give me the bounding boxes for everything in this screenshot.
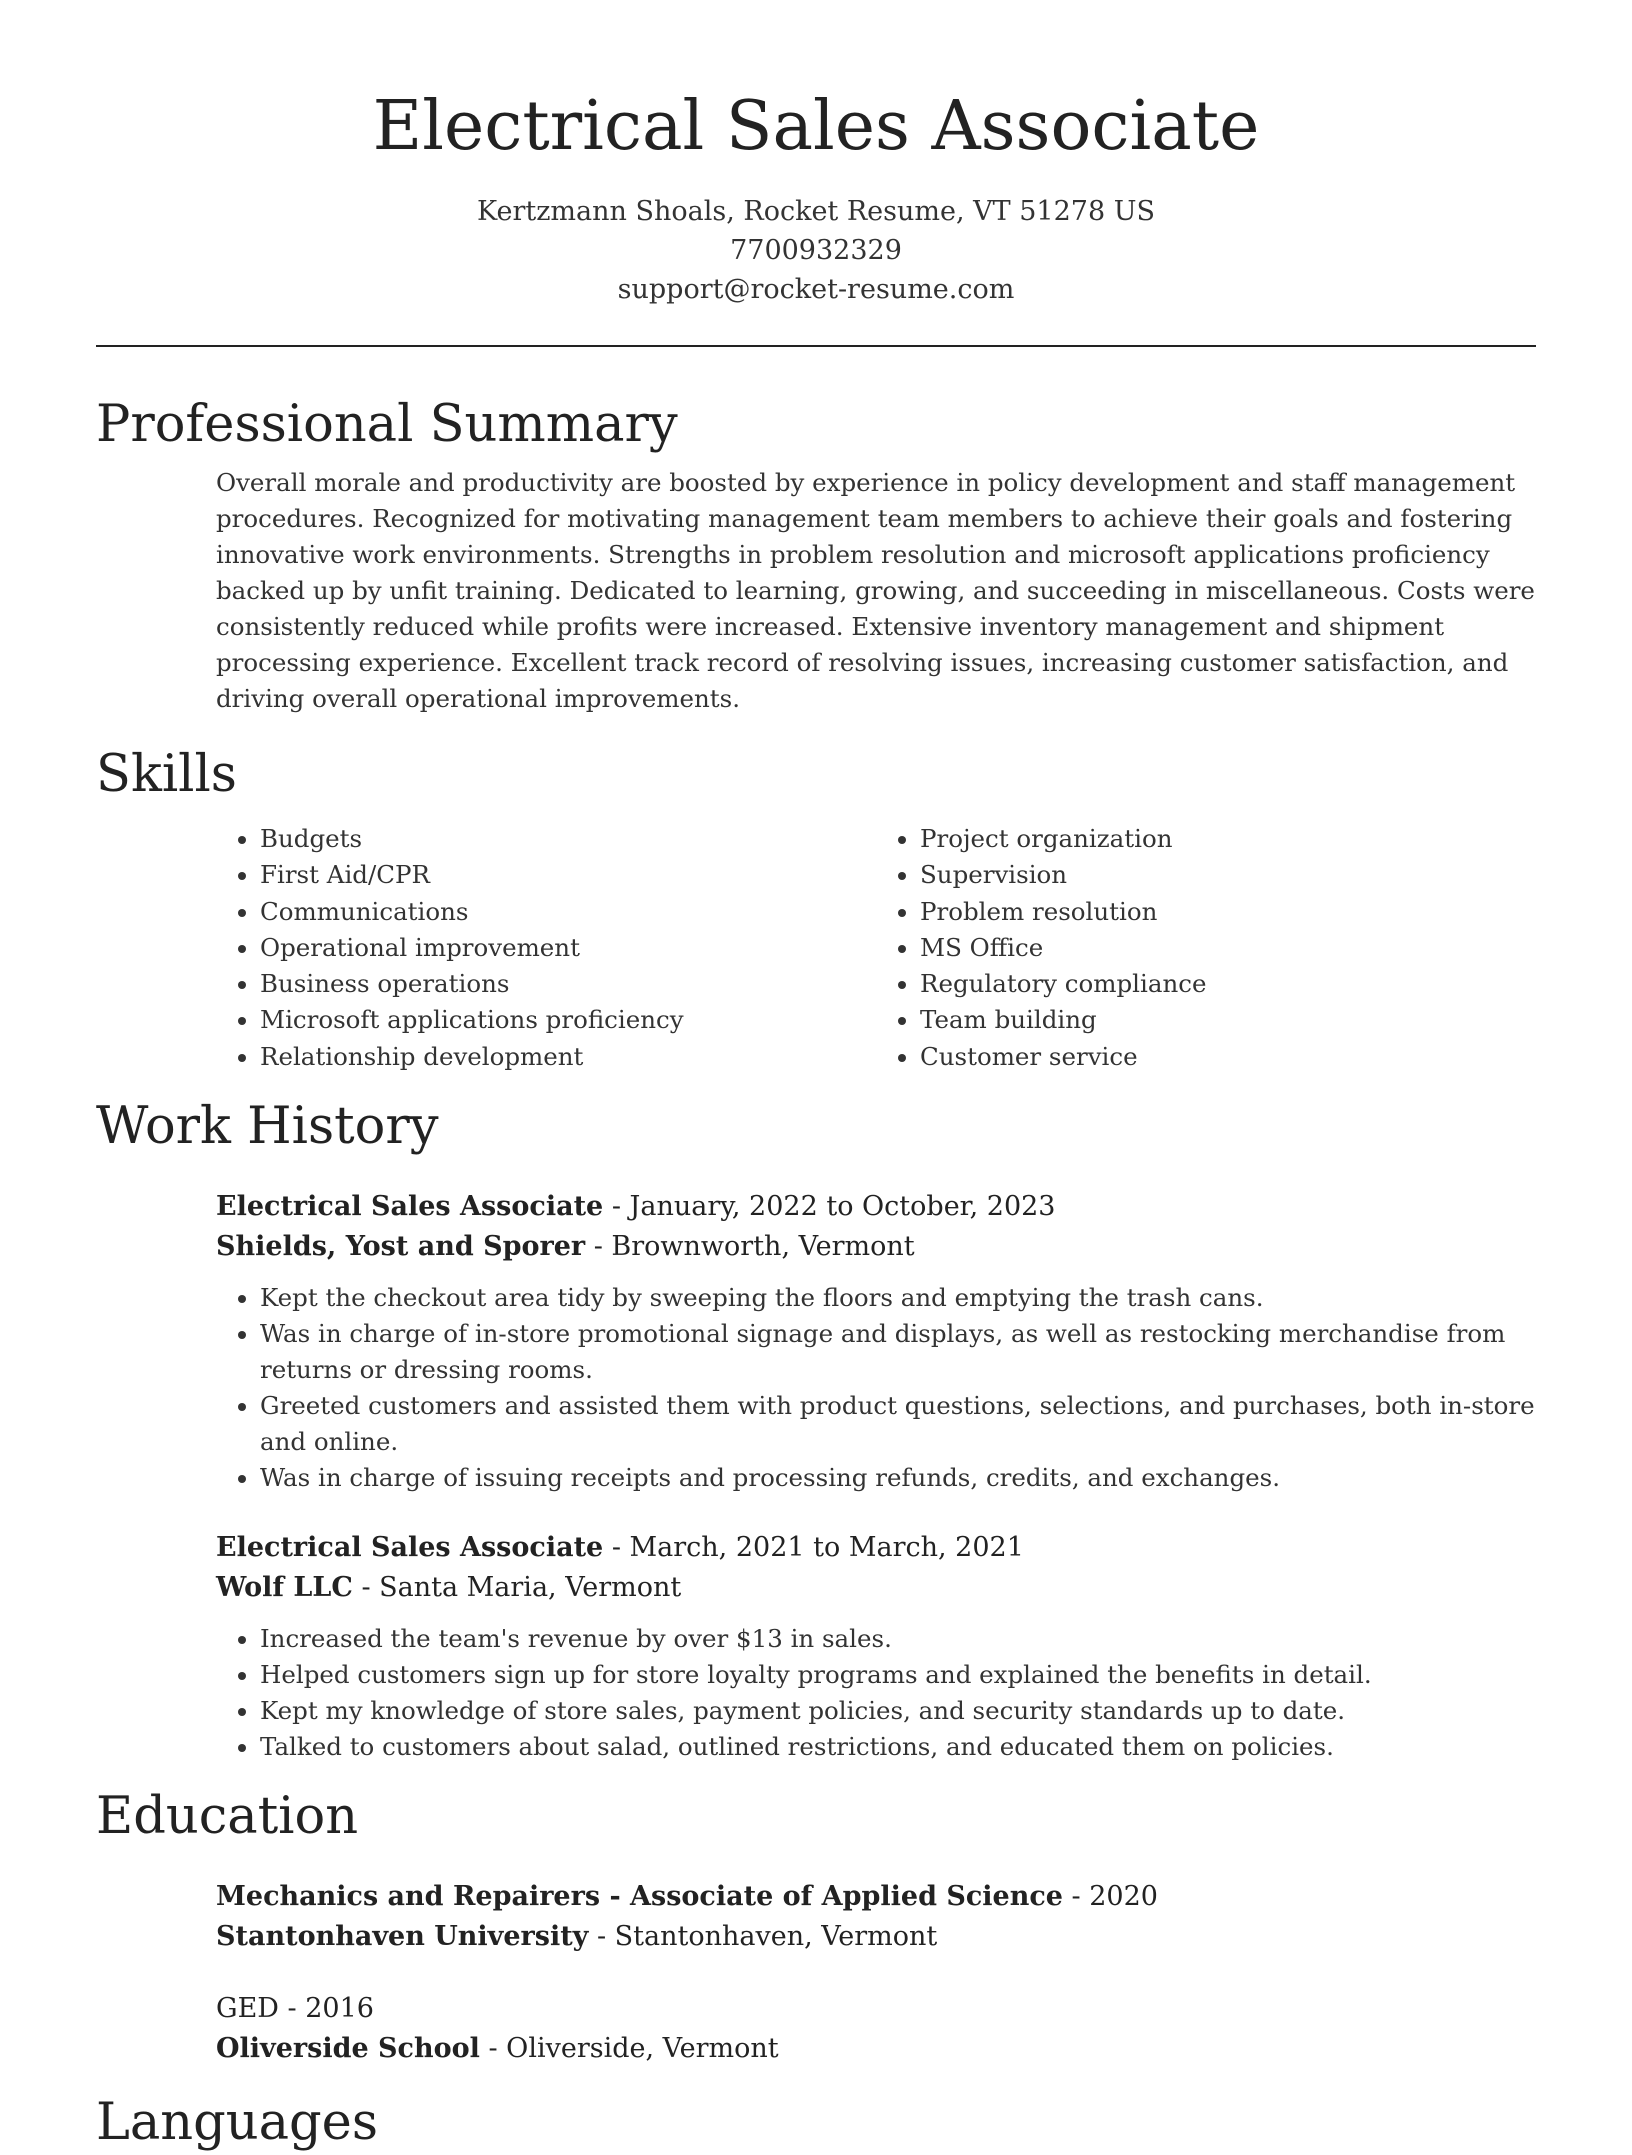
languages-title: Languages <box>96 2093 379 2153</box>
job-bullet: • Increased the team's revenue by over $13 in sales. <box>260 1621 1536 1657</box>
skill-item: • MS Office <box>920 930 1536 966</box>
education-degree: GED <box>216 1993 279 2025</box>
job-location: - Santa Maria, Vermont <box>352 1572 682 1604</box>
contact-address: Kertzmann Shoals, Rocket Resume, VT 51278 US <box>477 196 1155 227</box>
education-location: - Oliverside, Vermont <box>479 2033 779 2065</box>
skill-item: • Operational improvement <box>260 930 876 966</box>
contact-email: support@rocket-resume.com <box>617 274 1015 305</box>
skills-title: Skills <box>96 745 237 804</box>
work-history-section <box>96 1095 1536 1765</box>
header-divider <box>96 345 1536 347</box>
skill-item: • Relationship development <box>260 1039 876 1075</box>
education-degree-line <box>216 1877 1536 1917</box>
skill-item: • Customer service <box>920 1039 1536 1075</box>
skill-item: • First Aid/CPR <box>260 857 876 893</box>
job-role: Electrical Sales Associate <box>216 1532 604 1564</box>
contact-block <box>96 192 1536 309</box>
job-bullet: • Helped customers sign up for store loyalty programs and explained the benefits in detail. <box>260 1657 1536 1693</box>
resume-name: Electrical Sales Associate <box>372 87 1260 166</box>
job-bullets <box>216 1621 1536 1765</box>
job-bullet: • Talked to customers about salad, outlined restrictions, and educated them on policies. <box>260 1729 1536 1765</box>
job-bullet: • Greeted customers and assisted them with product questions, selections, and purchases, both in-store and online. <box>260 1388 1536 1460</box>
education-location: - Stantonhaven, Vermont <box>588 1921 938 1953</box>
contact-phone: 7700932329 <box>730 235 902 266</box>
education-school-line <box>216 2029 1536 2069</box>
job-company-line <box>216 1227 1536 1267</box>
job-bullet: • Was in charge of issuing receipts and processing refunds, credits, and exchanges. <box>260 1460 1536 1496</box>
skill-item: • Microsoft applications proficiency <box>260 1002 876 1038</box>
work-history-title: Work History <box>96 1097 439 1157</box>
languages-section <box>96 2091 1536 2155</box>
education-year: - 2016 <box>278 1993 374 2025</box>
education-school-line <box>216 1917 1536 1957</box>
skill-item: • Supervision <box>920 857 1536 893</box>
skill-item: • Problem resolution <box>920 894 1536 930</box>
education-section <box>96 1785 1536 2069</box>
resume-header <box>96 0 1536 309</box>
job-company: Shields, Yost and Sporer <box>216 1231 586 1263</box>
job-role: Electrical Sales Associate <box>216 1191 604 1223</box>
education-school: Oliverside School <box>216 2033 480 2065</box>
skill-item: • Communications <box>260 894 876 930</box>
education-entry <box>216 1989 1536 2069</box>
education-degree: Mechanics and Repairers - Associate of Applied Science <box>216 1881 1063 1913</box>
education-title: Education <box>96 1787 359 1847</box>
summary-text: Overall morale and productivity are boosted by experience in policy development and staff management procedures. Recognized for motivating management team members to achieve their goals and fostering innovative work environments. Strengths in problem resolution and microsoft applications proficiency backed up by unfit training. Dedicated to learning, growing, and succeeding in miscellaneous. Costs were consistently reduced while profits were increased. Extensive inventory management and shipment processing experience. Excellent track record of resolving issues, increasing customer satisfaction, and driving overall operational improvements. <box>216 468 1535 713</box>
job-title-line <box>216 1528 1536 1568</box>
job-bullet: • Was in charge of in-store promotional signage and displays, as well as restocking merchandise from returns or dressing rooms. <box>260 1316 1536 1388</box>
job-bullet: • Kept the checkout area tidy by sweeping the floors and emptying the trash cans. <box>260 1280 1536 1316</box>
skill-item: • Business operations <box>260 966 876 1002</box>
job-entry <box>216 1528 1536 1765</box>
education-school: Stantonhaven University <box>216 1921 589 1953</box>
skills-list <box>216 821 1536 1075</box>
skill-item: • Team building <box>920 1002 1536 1038</box>
education-year: - 2020 <box>1062 1881 1158 1913</box>
skill-item: • Regulatory compliance <box>920 966 1536 1002</box>
job-title-line <box>216 1187 1536 1227</box>
job-location: - Brownworth, Vermont <box>585 1231 915 1263</box>
job-entry <box>216 1187 1536 1496</box>
education-entry <box>216 1877 1536 1957</box>
education-degree-line <box>216 1989 1536 2029</box>
job-dates: - March, 2021 to March, 2021 <box>603 1532 1024 1564</box>
skill-item: • Budgets <box>260 821 876 857</box>
job-bullets <box>216 1280 1536 1496</box>
skills-column-left <box>216 821 876 1075</box>
job-company-line <box>216 1568 1536 1608</box>
job-dates: - January, 2022 to October, 2023 <box>603 1191 1056 1223</box>
job-bullet: • Kept my knowledge of store sales, payment policies, and security standards up to date. <box>260 1693 1536 1729</box>
job-company: Wolf LLC <box>216 1572 353 1604</box>
skill-item: • Project organization <box>920 821 1536 857</box>
skills-section <box>96 743 1536 1075</box>
summary-title: Professional Summary <box>96 395 678 454</box>
summary-section <box>96 393 1536 717</box>
skills-column-right <box>876 821 1536 1075</box>
